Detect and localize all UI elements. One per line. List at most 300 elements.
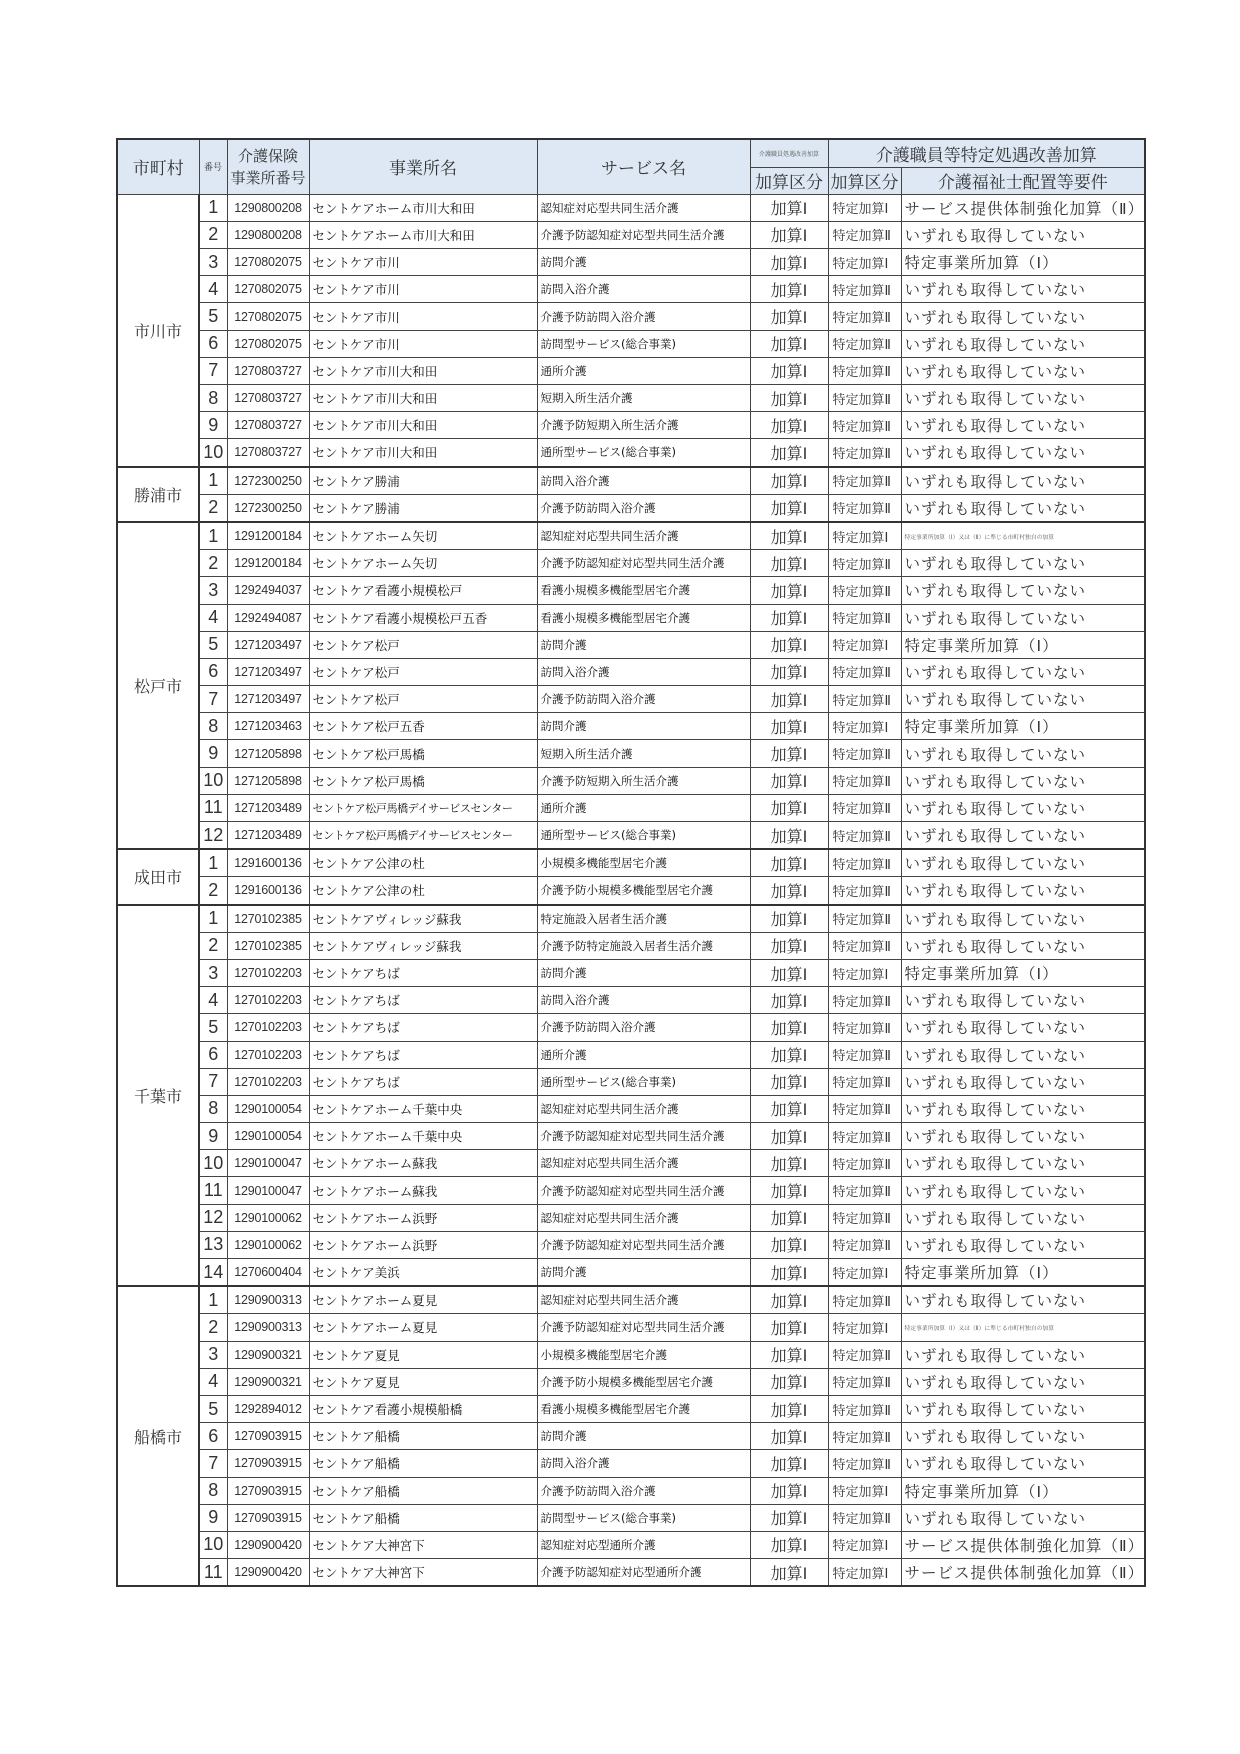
office-code-cell: 1270903915 bbox=[227, 1504, 309, 1531]
office-code-cell: 1271203489 bbox=[227, 794, 309, 821]
office-name-cell: セントケアちば bbox=[309, 1068, 537, 1095]
requirement-cell: いずれも取得していない bbox=[901, 1041, 1145, 1068]
no-cell: 10 bbox=[199, 1531, 227, 1558]
office-code-cell: 1270802075 bbox=[227, 276, 309, 303]
service-name-cell: 認知症対応型共同生活介護 bbox=[537, 1204, 750, 1231]
kasan-kubun-cell: 加算Ⅰ bbox=[750, 1559, 828, 1587]
service-name-cell: 短期入所生活介護 bbox=[537, 385, 750, 412]
table-row bbox=[117, 713, 1145, 740]
office-name-cell: セントケア美浜 bbox=[309, 1259, 537, 1287]
tokutei-kubun-cell: 特定加算Ⅱ bbox=[828, 1423, 901, 1450]
no-cell: 8 bbox=[199, 1477, 227, 1504]
kasan-kubun-cell: 加算Ⅰ bbox=[750, 330, 828, 357]
requirement-cell: サービス提供体制強化加算（Ⅱ） bbox=[901, 194, 1145, 221]
office-code-cell: 1270803727 bbox=[227, 385, 309, 412]
tokutei-kubun-cell: 特定加算Ⅱ bbox=[828, 1177, 901, 1204]
requirement-cell: いずれも取得していない bbox=[901, 1150, 1145, 1177]
no-cell: 7 bbox=[199, 686, 227, 713]
office-name-cell: セントケアヴィレッジ蘇我 bbox=[309, 905, 537, 933]
service-name-cell: 介護予防短期入所生活介護 bbox=[537, 767, 750, 794]
no-cell: 1 bbox=[199, 467, 227, 495]
city-cell: 市川市 bbox=[117, 194, 199, 466]
table-row bbox=[117, 1259, 1145, 1287]
tokutei-kubun-cell: 特定加算Ⅱ bbox=[828, 1504, 901, 1531]
office-name-cell: セントケア夏見 bbox=[309, 1368, 537, 1395]
office-code-cell: 1292894012 bbox=[227, 1395, 309, 1422]
service-name-cell: 看護小規模多機能型居宅介護 bbox=[537, 604, 750, 631]
requirement-cell: いずれも取得していない bbox=[901, 1204, 1145, 1231]
tokutei-kubun-cell: 特定加算Ⅱ bbox=[828, 1014, 901, 1041]
service-name-cell: 訪問介護 bbox=[537, 959, 750, 986]
table-row bbox=[117, 1041, 1145, 1068]
office-name-cell: セントケア市川 bbox=[309, 330, 537, 357]
table-row bbox=[117, 303, 1145, 330]
office-name-cell: セントケア松戸 bbox=[309, 686, 537, 713]
requirement-cell: いずれも取得していない bbox=[901, 1095, 1145, 1122]
tokutei-kubun-cell: 特定加算Ⅱ bbox=[828, 1450, 901, 1477]
office-code-cell: 1292494037 bbox=[227, 577, 309, 604]
table-row bbox=[117, 1395, 1145, 1422]
office-name-cell: セントケア大神宮下 bbox=[309, 1559, 537, 1587]
requirement-cell: いずれも取得していない bbox=[901, 494, 1145, 522]
office-name-cell: セントケア勝浦 bbox=[309, 494, 537, 522]
kasan-kubun-cell: 加算Ⅰ bbox=[750, 1150, 828, 1177]
table-row bbox=[117, 877, 1145, 905]
tokutei-kubun-cell: 特定加算Ⅰ bbox=[828, 1531, 901, 1558]
tokutei-kubun-cell: 特定加算Ⅱ bbox=[828, 1368, 901, 1395]
no-cell: 10 bbox=[199, 1150, 227, 1177]
table-row bbox=[117, 1477, 1145, 1504]
kasan-kubun-cell: 加算Ⅰ bbox=[750, 439, 828, 467]
table-row bbox=[117, 686, 1145, 713]
service-name-cell: 通所型サービス(総合事業) bbox=[537, 822, 750, 850]
requirement-cell: いずれも取得していない bbox=[901, 439, 1145, 467]
office-code-cell: 1270102385 bbox=[227, 932, 309, 959]
kasan-kubun-cell: 加算Ⅰ bbox=[750, 385, 828, 412]
kasan-kubun-cell: 加算Ⅰ bbox=[750, 767, 828, 794]
kasan-kubun-cell: 加算Ⅰ bbox=[750, 194, 828, 221]
office-name-cell: セントケアホーム市川大和田 bbox=[309, 221, 537, 248]
requirement-cell: いずれも取得していない bbox=[901, 1423, 1145, 1450]
table-row bbox=[117, 1014, 1145, 1041]
office-code-cell: 1291600136 bbox=[227, 849, 309, 877]
table-row bbox=[117, 439, 1145, 467]
kasan-kubun-cell: 加算Ⅰ bbox=[750, 494, 828, 522]
table-row bbox=[117, 1204, 1145, 1231]
tokutei-kubun-cell: 特定加算Ⅱ bbox=[828, 604, 901, 631]
service-name-cell: 通所介護 bbox=[537, 357, 750, 384]
table-row bbox=[117, 1531, 1145, 1558]
tokutei-kubun-cell: 特定加算Ⅰ bbox=[828, 1259, 901, 1287]
office-code-cell: 1270802075 bbox=[227, 249, 309, 276]
table-row bbox=[117, 767, 1145, 794]
no-cell: 2 bbox=[199, 550, 227, 577]
kasan-kubun-cell: 加算Ⅰ bbox=[750, 1477, 828, 1504]
office-name-cell: セントケア松戸馬橋デイサービスセンター bbox=[309, 794, 537, 821]
kasan-kubun-cell: 加算Ⅰ bbox=[750, 740, 828, 767]
tokutei-kubun-cell: 特定加算Ⅰ bbox=[828, 959, 901, 986]
requirement-cell: いずれも取得していない bbox=[901, 276, 1145, 303]
no-cell: 12 bbox=[199, 822, 227, 850]
header-code-line2: 事業所番号 bbox=[230, 168, 306, 187]
kasan-kubun-cell: 加算Ⅰ bbox=[750, 1341, 828, 1368]
kasan-kubun-cell: 加算Ⅰ bbox=[750, 1423, 828, 1450]
requirement-cell: いずれも取得していない bbox=[901, 1368, 1145, 1395]
office-name-cell: セントケア松戸 bbox=[309, 631, 537, 658]
office-code-cell: 1270803727 bbox=[227, 439, 309, 467]
tokutei-kubun-cell: 特定加算Ⅱ bbox=[828, 822, 901, 850]
kasan-kubun-cell: 加算Ⅰ bbox=[750, 467, 828, 495]
office-name-cell: セントケア市川 bbox=[309, 249, 537, 276]
no-cell: 5 bbox=[199, 1395, 227, 1422]
service-name-cell: 介護予防認知症対応型通所介護 bbox=[537, 1559, 750, 1587]
city-cell: 勝浦市 bbox=[117, 467, 199, 522]
requirement-cell: いずれも取得していない bbox=[901, 330, 1145, 357]
requirement-cell: いずれも取得していない bbox=[901, 987, 1145, 1014]
office-name-cell: セントケア公津の杜 bbox=[309, 849, 537, 877]
table-row bbox=[117, 494, 1145, 522]
requirement-cell: いずれも取得していない bbox=[901, 357, 1145, 384]
office-name-cell: セントケアヴィレッジ蘇我 bbox=[309, 932, 537, 959]
service-name-cell: 介護予防認知症対応型共同生活介護 bbox=[537, 1177, 750, 1204]
office-name-cell: セントケアホーム浜野 bbox=[309, 1204, 537, 1231]
kasan-kubun-cell: 加算Ⅰ bbox=[750, 1204, 828, 1231]
office-name-cell: セントケア夏見 bbox=[309, 1341, 537, 1368]
requirement-cell: いずれも取得していない bbox=[901, 1177, 1145, 1204]
kasan-kubun-cell: 加算Ⅰ bbox=[750, 1395, 828, 1422]
office-code-cell: 1292494087 bbox=[227, 604, 309, 631]
no-cell: 9 bbox=[199, 1504, 227, 1531]
kasan-kubun-cell: 加算Ⅰ bbox=[750, 249, 828, 276]
tokutei-kubun-cell: 特定加算Ⅱ bbox=[828, 1068, 901, 1095]
no-cell: 4 bbox=[199, 276, 227, 303]
no-cell: 1 bbox=[199, 194, 227, 221]
header-requirement: 介護福祉士配置等要件 bbox=[901, 167, 1145, 194]
office-code-cell: 1271205898 bbox=[227, 767, 309, 794]
table-row bbox=[117, 959, 1145, 986]
tokutei-kubun-cell: 特定加算Ⅱ bbox=[828, 740, 901, 767]
kasan-kubun-cell: 加算Ⅰ bbox=[750, 1231, 828, 1258]
requirement-cell: いずれも取得していない bbox=[901, 1068, 1145, 1095]
kasan-kubun-cell: 加算Ⅰ bbox=[750, 577, 828, 604]
no-cell: 2 bbox=[199, 1314, 227, 1341]
requirement-cell: いずれも取得していない bbox=[901, 658, 1145, 685]
service-name-cell: 介護予防認知症対応型共同生活介護 bbox=[537, 550, 750, 577]
kasan-kubun-cell: 加算Ⅰ bbox=[750, 522, 828, 550]
city-cell: 千葉市 bbox=[117, 905, 199, 1287]
tokutei-kubun-cell: 特定加算Ⅱ bbox=[828, 357, 901, 384]
office-code-cell: 1270102203 bbox=[227, 987, 309, 1014]
requirement-cell: いずれも取得していない bbox=[901, 1504, 1145, 1531]
kasan-kubun-cell: 加算Ⅰ bbox=[750, 1286, 828, 1314]
service-name-cell: 訪問型サービス(総合事業) bbox=[537, 330, 750, 357]
office-name-cell: セントケアホーム夏見 bbox=[309, 1286, 537, 1314]
service-name-cell: 訪問入浴介護 bbox=[537, 276, 750, 303]
table-row bbox=[117, 221, 1145, 248]
kasan-kubun-cell: 加算Ⅰ bbox=[750, 1041, 828, 1068]
service-name-cell: 訪問介護 bbox=[537, 1259, 750, 1287]
tokutei-kubun-cell: 特定加算Ⅱ bbox=[828, 577, 901, 604]
office-code-cell: 1271203463 bbox=[227, 713, 309, 740]
tokutei-kubun-cell: 特定加算Ⅰ bbox=[828, 713, 901, 740]
requirement-cell: いずれも取得していない bbox=[901, 877, 1145, 905]
requirement-cell: いずれも取得していない bbox=[901, 905, 1145, 933]
requirement-cell: いずれも取得していない bbox=[901, 822, 1145, 850]
office-code-cell: 1290900420 bbox=[227, 1531, 309, 1558]
office-code-cell: 1271203497 bbox=[227, 686, 309, 713]
no-cell: 7 bbox=[199, 1068, 227, 1095]
office-code-cell: 1270102385 bbox=[227, 905, 309, 933]
table-row bbox=[117, 276, 1145, 303]
requirement-cell: いずれも取得していない bbox=[901, 1123, 1145, 1150]
office-name-cell: セントケアホーム蘇我 bbox=[309, 1177, 537, 1204]
requirement-cell: いずれも取得していない bbox=[901, 467, 1145, 495]
service-name-cell: 小規模多機能型居宅介護 bbox=[537, 1341, 750, 1368]
office-code-cell: 1270102203 bbox=[227, 1041, 309, 1068]
kasan-kubun-cell: 加算Ⅰ bbox=[750, 631, 828, 658]
service-name-cell: 認知症対応型共同生活介護 bbox=[537, 194, 750, 221]
office-name-cell: セントケア市川大和田 bbox=[309, 385, 537, 412]
office-name-cell: セントケア松戸馬橋デイサービスセンター bbox=[309, 822, 537, 850]
office-name-cell: セントケア船橋 bbox=[309, 1504, 537, 1531]
service-name-cell: 介護予防訪問入浴介護 bbox=[537, 494, 750, 522]
office-code-cell: 1272300250 bbox=[227, 494, 309, 522]
table-row bbox=[117, 604, 1145, 631]
office-name-cell: セントケアホーム矢切 bbox=[309, 550, 537, 577]
requirement-cell: 特定事業所加算（Ⅰ） bbox=[901, 1477, 1145, 1504]
office-name-cell: セントケアホーム浜野 bbox=[309, 1231, 537, 1258]
office-name-cell: セントケアちば bbox=[309, 1014, 537, 1041]
service-name-cell: 介護予防訪問入浴介護 bbox=[537, 1477, 750, 1504]
office-code-cell: 1270803727 bbox=[227, 412, 309, 439]
office-code-cell: 1290800208 bbox=[227, 194, 309, 221]
tokutei-kubun-cell: 特定加算Ⅰ bbox=[828, 194, 901, 221]
office-code-cell: 1290900313 bbox=[227, 1314, 309, 1341]
no-cell: 8 bbox=[199, 1095, 227, 1122]
table-row bbox=[117, 1068, 1145, 1095]
table-row bbox=[117, 794, 1145, 821]
tokutei-kubun-cell: 特定加算Ⅰ bbox=[828, 522, 901, 550]
kasan-kubun-cell: 加算Ⅰ bbox=[750, 849, 828, 877]
table-row bbox=[117, 1559, 1145, 1587]
kasan-kubun-cell: 加算Ⅰ bbox=[750, 303, 828, 330]
requirement-cell: いずれも取得していない bbox=[901, 1014, 1145, 1041]
table-row bbox=[117, 1095, 1145, 1122]
office-name-cell: セントケア看護小規模船橋 bbox=[309, 1395, 537, 1422]
table-row bbox=[117, 932, 1145, 959]
table-row bbox=[117, 1150, 1145, 1177]
service-name-cell: 認知症対応型共同生活介護 bbox=[537, 522, 750, 550]
service-name-cell: 介護予防訪問入浴介護 bbox=[537, 686, 750, 713]
no-cell: 10 bbox=[199, 439, 227, 467]
service-name-cell: 訪問入浴介護 bbox=[537, 658, 750, 685]
kasan-kubun-cell: 加算Ⅰ bbox=[750, 794, 828, 821]
service-name-cell: 看護小規模多機能型居宅介護 bbox=[537, 577, 750, 604]
no-cell: 9 bbox=[199, 740, 227, 767]
no-cell: 14 bbox=[199, 1259, 227, 1287]
office-name-cell: セントケア市川大和田 bbox=[309, 439, 537, 467]
kasan-kubun-cell: 加算Ⅰ bbox=[750, 357, 828, 384]
service-name-cell: 介護予防訪問入浴介護 bbox=[537, 303, 750, 330]
service-name-cell: 認知症対応型通所介護 bbox=[537, 1531, 750, 1558]
table-row bbox=[117, 467, 1145, 495]
tokutei-kubun-cell: 特定加算Ⅱ bbox=[828, 686, 901, 713]
requirement-cell: サービス提供体制強化加算（Ⅱ） bbox=[901, 1531, 1145, 1558]
city-cell: 松戸市 bbox=[117, 522, 199, 849]
office-name-cell: セントケア船橋 bbox=[309, 1477, 537, 1504]
table-row bbox=[117, 1286, 1145, 1314]
header-shogu-title: 介護職員処遇改善加算 bbox=[750, 139, 828, 167]
service-name-cell: 短期入所生活介護 bbox=[537, 740, 750, 767]
office-code-cell: 1270102203 bbox=[227, 959, 309, 986]
no-cell: 4 bbox=[199, 604, 227, 631]
no-cell: 2 bbox=[199, 877, 227, 905]
table-row bbox=[117, 1177, 1145, 1204]
no-cell: 6 bbox=[199, 1423, 227, 1450]
kasan-kubun-cell: 加算Ⅰ bbox=[750, 932, 828, 959]
requirement-cell: サービス提供体制強化加算（Ⅱ） bbox=[901, 1559, 1145, 1587]
tokutei-kubun-cell: 特定加算Ⅱ bbox=[828, 1123, 901, 1150]
requirement-cell: いずれも取得していない bbox=[901, 1286, 1145, 1314]
tokutei-kubun-cell: 特定加算Ⅱ bbox=[828, 467, 901, 495]
table-row bbox=[117, 249, 1145, 276]
kasan-kubun-cell: 加算Ⅰ bbox=[750, 713, 828, 740]
office-code-cell: 1290100054 bbox=[227, 1095, 309, 1122]
table-row bbox=[117, 1368, 1145, 1395]
no-cell: 3 bbox=[199, 249, 227, 276]
office-code-cell: 1271203497 bbox=[227, 631, 309, 658]
no-cell: 2 bbox=[199, 221, 227, 248]
service-name-cell: 通所型サービス(総合事業) bbox=[537, 1068, 750, 1095]
service-name-cell: 訪問介護 bbox=[537, 249, 750, 276]
requirement-cell: 特定事業所加算（Ⅰ） bbox=[901, 959, 1145, 986]
care-office-table bbox=[116, 138, 1146, 1587]
service-name-cell: 訪問入浴介護 bbox=[537, 467, 750, 495]
kasan-kubun-cell: 加算Ⅰ bbox=[750, 604, 828, 631]
no-cell: 3 bbox=[199, 577, 227, 604]
kasan-kubun-cell: 加算Ⅰ bbox=[750, 987, 828, 1014]
office-name-cell: セントケアホーム千葉中央 bbox=[309, 1095, 537, 1122]
no-cell: 2 bbox=[199, 494, 227, 522]
service-name-cell: 小規模多機能型居宅介護 bbox=[537, 849, 750, 877]
table-row bbox=[117, 385, 1145, 412]
requirement-cell: いずれも取得していない bbox=[901, 221, 1145, 248]
office-name-cell: セントケアちば bbox=[309, 959, 537, 986]
office-name-cell: セントケア市川 bbox=[309, 276, 537, 303]
kasan-kubun-cell: 加算Ⅰ bbox=[750, 1014, 828, 1041]
kasan-kubun-cell: 加算Ⅰ bbox=[750, 822, 828, 850]
office-code-cell: 1271203497 bbox=[227, 658, 309, 685]
header-code bbox=[227, 139, 309, 194]
service-name-cell: 介護予防認知症対応型共同生活介護 bbox=[537, 1123, 750, 1150]
requirement-cell: いずれも取得していない bbox=[901, 849, 1145, 877]
no-cell: 10 bbox=[199, 767, 227, 794]
header-no: 番号 bbox=[199, 139, 227, 194]
no-cell: 4 bbox=[199, 987, 227, 1014]
tokutei-kubun-cell: 特定加算Ⅱ bbox=[828, 1231, 901, 1258]
kasan-kubun-cell: 加算Ⅰ bbox=[750, 658, 828, 685]
tokutei-kubun-cell: 特定加算Ⅱ bbox=[828, 330, 901, 357]
service-name-cell: 認知症対応型共同生活介護 bbox=[537, 1095, 750, 1122]
requirement-cell: いずれも取得していない bbox=[901, 303, 1145, 330]
office-name-cell: セントケア市川大和田 bbox=[309, 412, 537, 439]
table-row bbox=[117, 1450, 1145, 1477]
header-code-line1: 介護保険 bbox=[237, 146, 298, 165]
tokutei-kubun-cell: 特定加算Ⅱ bbox=[828, 767, 901, 794]
requirement-cell: いずれも取得していない bbox=[901, 577, 1145, 604]
header-service: サービス名 bbox=[537, 139, 750, 194]
office-name-cell: セントケア勝浦 bbox=[309, 467, 537, 495]
service-name-cell: 介護予防特定施設入居者生活介護 bbox=[537, 932, 750, 959]
requirement-cell: 特定事業所加算（Ⅰ）又は（Ⅱ）に準じる市町村独自の加算 bbox=[901, 522, 1145, 550]
service-name-cell: 認知症対応型共同生活介護 bbox=[537, 1150, 750, 1177]
service-name-cell: 訪問介護 bbox=[537, 1423, 750, 1450]
header-kasan-kubun: 加算区分 bbox=[750, 167, 828, 194]
service-name-cell: 訪問型サービス(総合事業) bbox=[537, 1504, 750, 1531]
kasan-kubun-cell: 加算Ⅰ bbox=[750, 1259, 828, 1287]
no-cell: 8 bbox=[199, 385, 227, 412]
no-cell: 5 bbox=[199, 303, 227, 330]
tokutei-kubun-cell: 特定加算Ⅱ bbox=[828, 303, 901, 330]
tokutei-kubun-cell: 特定加算Ⅰ bbox=[828, 1314, 901, 1341]
service-name-cell: 介護予防認知症対応型共同生活介護 bbox=[537, 221, 750, 248]
requirement-cell: いずれも取得していない bbox=[901, 604, 1145, 631]
office-name-cell: セントケアちば bbox=[309, 1041, 537, 1068]
office-code-cell: 1290900321 bbox=[227, 1341, 309, 1368]
service-name-cell: 訪問入浴介護 bbox=[537, 987, 750, 1014]
table-row bbox=[117, 1504, 1145, 1531]
no-cell: 5 bbox=[199, 631, 227, 658]
table-row bbox=[117, 577, 1145, 604]
office-code-cell: 1290800208 bbox=[227, 221, 309, 248]
kasan-kubun-cell: 加算Ⅰ bbox=[750, 1095, 828, 1122]
tokutei-kubun-cell: 特定加算Ⅰ bbox=[828, 1477, 901, 1504]
requirement-cell: いずれも取得していない bbox=[901, 794, 1145, 821]
service-name-cell: 介護予防訪問入浴介護 bbox=[537, 1014, 750, 1041]
office-code-cell: 1290900313 bbox=[227, 1286, 309, 1314]
tokutei-kubun-cell: 特定加算Ⅱ bbox=[828, 658, 901, 685]
office-code-cell: 1272300250 bbox=[227, 467, 309, 495]
table-row bbox=[117, 330, 1145, 357]
office-code-cell: 1270802075 bbox=[227, 303, 309, 330]
table-row bbox=[117, 1231, 1145, 1258]
service-name-cell: 通所介護 bbox=[537, 1041, 750, 1068]
office-name-cell: セントケア市川 bbox=[309, 303, 537, 330]
service-name-cell: 介護予防認知症対応型共同生活介護 bbox=[537, 1314, 750, 1341]
tokutei-kubun-cell: 特定加算Ⅱ bbox=[828, 1041, 901, 1068]
no-cell: 3 bbox=[199, 1341, 227, 1368]
table-row bbox=[117, 849, 1145, 877]
kasan-kubun-cell: 加算Ⅰ bbox=[750, 959, 828, 986]
office-code-cell: 1290100062 bbox=[227, 1231, 309, 1258]
service-name-cell: 訪問介護 bbox=[537, 713, 750, 740]
kasan-kubun-cell: 加算Ⅰ bbox=[750, 877, 828, 905]
requirement-cell: いずれも取得していない bbox=[901, 767, 1145, 794]
office-name-cell: セントケア看護小規模松戸 bbox=[309, 577, 537, 604]
office-code-cell: 1271203489 bbox=[227, 822, 309, 850]
no-cell: 7 bbox=[199, 357, 227, 384]
requirement-cell: 特定事業所加算（Ⅰ） bbox=[901, 713, 1145, 740]
header-tokutei-title: 介護職員等特定処遇改善加算 bbox=[828, 139, 1145, 167]
no-cell: 5 bbox=[199, 1014, 227, 1041]
tokutei-kubun-cell: 特定加算Ⅱ bbox=[828, 932, 901, 959]
tokutei-kubun-cell: 特定加算Ⅱ bbox=[828, 494, 901, 522]
office-name-cell: セントケアホーム千葉中央 bbox=[309, 1123, 537, 1150]
table-row bbox=[117, 658, 1145, 685]
no-cell: 8 bbox=[199, 713, 227, 740]
service-name-cell: 認知症対応型共同生活介護 bbox=[537, 1286, 750, 1314]
table-row bbox=[117, 1314, 1145, 1341]
